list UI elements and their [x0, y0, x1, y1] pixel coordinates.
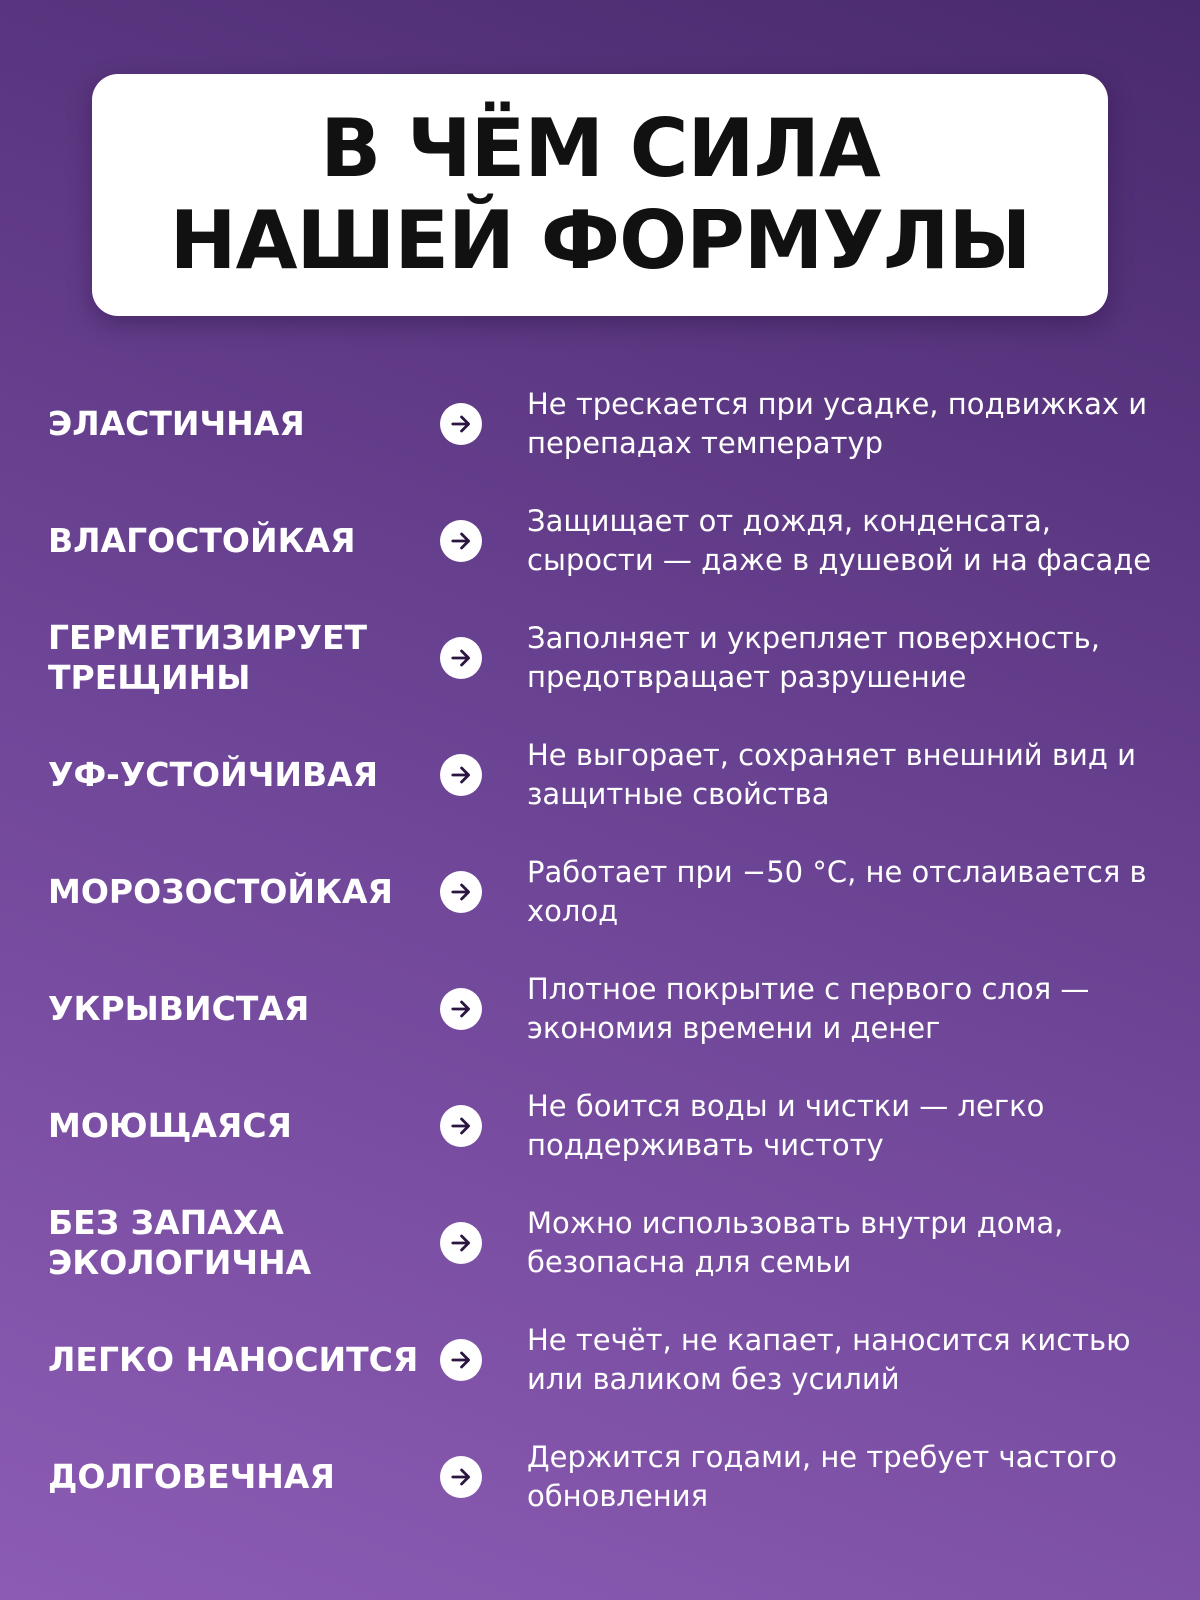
feature-row	[0, 1418, 1200, 1535]
arrow-right-circle-icon	[440, 403, 482, 445]
feature-description: Заполняет и укрепляет поверхность, предотвращает разрушение	[527, 620, 1100, 694]
feature-row	[0, 716, 1200, 833]
feature-row	[0, 833, 1200, 950]
feature-row	[0, 950, 1200, 1067]
title-line-1: В ЧЁМ СИЛА	[320, 102, 880, 195]
feature-list	[0, 365, 1200, 1535]
feature-description: Держится годами, не требует частого обновления	[527, 1439, 1117, 1513]
arrow-right-circle-icon	[440, 520, 482, 562]
feature-name: ЛЕГКО НАНОСИТСЯ	[48, 1339, 419, 1379]
feature-name: ДОЛГОВЕЧНАЯ	[48, 1456, 335, 1496]
title-card	[92, 74, 1108, 316]
feature-name: УКРЫВИСТАЯ	[48, 988, 310, 1028]
feature-name: БЕЗ ЗАПАХА ЭКОЛОГИЧНА	[48, 1202, 312, 1282]
arrow-right-circle-icon	[440, 754, 482, 796]
arrow-right-circle-icon	[440, 1339, 482, 1381]
feature-description: Не выгорает, сохраняет внешний вид и защитные свойства	[527, 737, 1136, 811]
feature-description: Плотное покрытие с первого слоя — экономия времени и денег	[527, 971, 1090, 1045]
arrow-right-circle-icon	[440, 1105, 482, 1147]
feature-name: ГЕРМЕТИЗИРУЕТ ТРЕЩИНЫ	[48, 617, 368, 697]
feature-row	[0, 1184, 1200, 1301]
arrow-right-circle-icon	[440, 1222, 482, 1264]
feature-name: МОЮЩАЯСЯ	[48, 1105, 292, 1145]
feature-row	[0, 1301, 1200, 1418]
title-line-2: НАШЕЙ ФОРМУЛЫ	[169, 194, 1031, 287]
feature-row	[0, 599, 1200, 716]
feature-description: Не боится воды и чистки — легко поддерживать чистоту	[527, 1088, 1045, 1162]
arrow-right-circle-icon	[440, 988, 482, 1030]
feature-description: Не течёт, не капает, наносится кистью или валиком без усилий	[527, 1322, 1131, 1396]
feature-name: МОРОЗОСТОЙКАЯ	[48, 871, 393, 911]
arrow-right-circle-icon	[440, 637, 482, 679]
feature-row	[0, 365, 1200, 482]
feature-description: Можно использовать внутри дома, безопасна для семьи	[527, 1205, 1064, 1279]
arrow-right-circle-icon	[440, 871, 482, 913]
feature-name: УФ-УСТОЙЧИВАЯ	[48, 754, 379, 794]
feature-description: Не трескается при усадке, подвижках и перепадах температур	[527, 386, 1148, 460]
feature-description: Защищает от дождя, конденсата, сырости — даже в душевой и на фасаде	[527, 503, 1152, 577]
feature-row	[0, 482, 1200, 599]
arrow-right-circle-icon	[440, 1456, 482, 1498]
feature-name: ЭЛАСТИЧНАЯ	[48, 403, 305, 443]
feature-description: Работает при −50 °C, не отслаивается в холод	[527, 854, 1147, 928]
feature-row	[0, 1067, 1200, 1184]
feature-name: ВЛАГОСТОЙКАЯ	[48, 520, 356, 560]
